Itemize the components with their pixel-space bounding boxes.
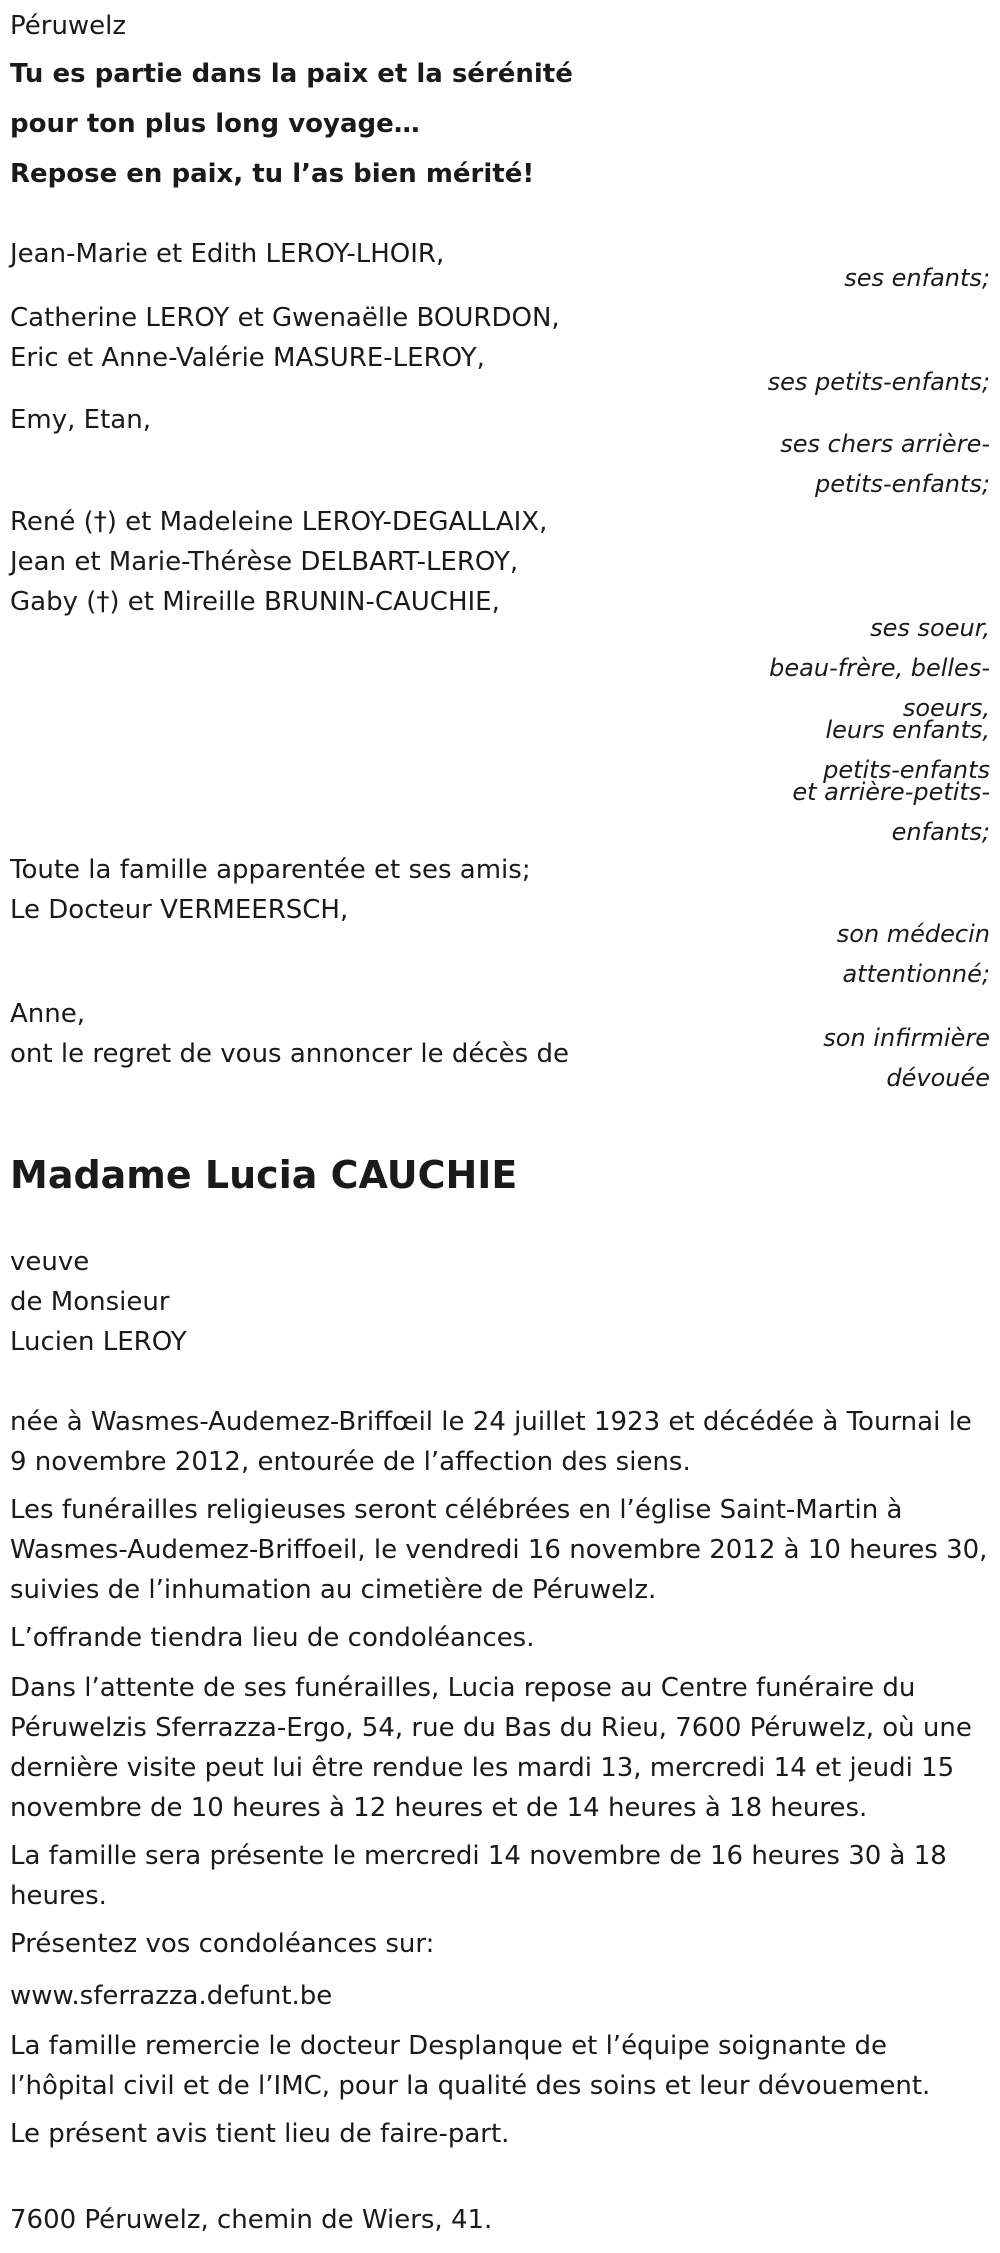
deceased-name: Madame Lucia CAUCHIE: [10, 1153, 518, 1197]
grandchild-name-2: Eric et Anne-Valérie MASURE-LEROY,: [10, 343, 485, 373]
footer-address: 7600 Péruwelz, chemin de Wiers, 41.: [10, 2205, 493, 2235]
place-name: Péruwelz: [10, 11, 127, 41]
nurse-name: Anne,: [10, 999, 86, 1029]
condolences-link[interactable]: www.sferrazza.defunt.be: [10, 1981, 333, 2011]
siblings-relation-5: petits-enfants: [823, 756, 990, 784]
widow-line-2: de Monsieur: [10, 1287, 170, 1317]
visitation-paragraph: Dans l’attente de ses funérailles, Lucia repose au Centre funéraire du Péruwelzis Sferrazza-Ergo, 54, rue du Bas du Rieu, 7600 Péruwelz, où une dernière visite peut lui être rendue les mardi 13, mercredi 14 et jeudi 15 novembre de 10 heures à 12 heures et de 14 heures à 18 heures.: [10, 1673, 972, 1823]
doctor-relation-2: attentionné;: [842, 960, 990, 988]
siblings-relation-3: soeurs,: [902, 694, 990, 722]
widow-line-1: veuve: [10, 1247, 90, 1277]
grandchild-name-1: Catherine LEROY et Gwenaëlle BOURDON,: [10, 303, 560, 333]
condolences-intro: Présentez vos condoléances sur:: [10, 1929, 435, 1959]
nurse-relation-2: dévouée: [886, 1064, 990, 1092]
family-line: Toute la famille apparentée et ses amis;: [10, 855, 531, 885]
sibling-name-3: Gaby (†) et Mireille BRUNIN-CAUCHIE,: [10, 587, 500, 617]
siblings-relation-4: leurs enfants,: [825, 716, 990, 744]
great-grandchildren-relation-2: petits-enfants;: [815, 470, 990, 498]
children-relation: ses enfants;: [844, 264, 990, 292]
great-grandchildren-names: Emy, Etan,: [10, 405, 151, 435]
announcement-line: ont le regret de vous annoncer le décès de: [10, 1039, 569, 1069]
great-grandchildren-relation-1: ses chers arrière-: [780, 430, 990, 458]
siblings-relation-6: et arrière-petits-: [792, 778, 990, 806]
thanks-paragraph: La famille remercie le docteur Desplanque et l’équipe soignante de l’hôpital civil et de l’IMC, pour la qualité des soins et leur dévouement.: [10, 2031, 931, 2101]
doctor-relation-1: son médecin: [836, 920, 990, 948]
siblings-relation-1: ses soeur,: [870, 614, 990, 642]
notice-paragraph: Le présent avis tient lieu de faire-part.: [10, 2119, 510, 2149]
doctor-name: Le Docteur VERMEERSCH,: [10, 895, 349, 925]
poem-line-3: Repose en paix, tu l’as bien mérité!: [10, 159, 535, 189]
siblings-relation-2: beau-frère, belles-: [769, 654, 990, 682]
children-names: Jean-Marie et Edith LEROY-LHOIR,: [10, 239, 445, 269]
funeral-paragraph: Les funérailles religieuses seront célébrées en l’église Saint-Martin à Wasmes-Audemez-Briffoeil, le vendredi 16 novembre 2012 à 10 heures 30, suivies de l’inhumation au cimetière de Péruwelz.: [10, 1495, 988, 1605]
siblings-relation-7: enfants;: [891, 818, 990, 846]
poem-line-2: pour ton plus long voyage…: [10, 109, 420, 139]
family-presence-paragraph: La famille sera présente le mercredi 14 novembre de 16 heures 30 à 18 heures.: [10, 1841, 947, 1911]
widow-line-3: Lucien LEROY: [10, 1327, 187, 1357]
grandchildren-relation: ses petits-enfants;: [767, 368, 990, 396]
poem-line-1: Tu es partie dans la paix et la sérénité: [10, 59, 573, 89]
offering-paragraph: L’offrande tiendra lieu de condoléances.: [10, 1623, 535, 1653]
birth-death-paragraph: née à Wasmes-Audemez-Briffœil le 24 juillet 1923 et décédée à Tournai le 9 novembre 2012, entourée de l’affection des siens.: [10, 1407, 972, 1477]
sibling-name-2: Jean et Marie-Thérèse DELBART-LEROY,: [10, 547, 519, 577]
sibling-name-1: René (†) et Madeleine LEROY-DEGALLAIX,: [10, 507, 548, 537]
nurse-relation-1: son infirmière: [823, 1024, 990, 1052]
